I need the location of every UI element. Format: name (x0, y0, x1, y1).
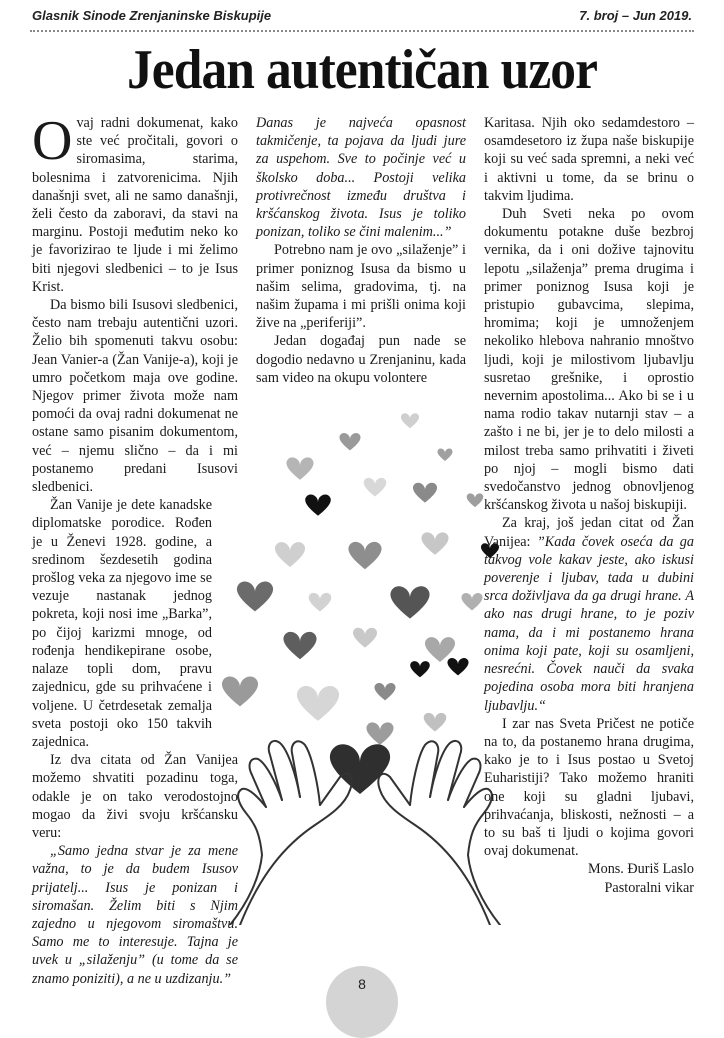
heart-icon (237, 582, 273, 612)
heart-icon (366, 722, 393, 744)
heart-icon (309, 593, 332, 612)
heart-icon (437, 449, 452, 461)
quote-continuation: Danas je najveća opasnost takmičenje, ta pojava da ljudi jure za uspehom. Sve to počinje već u školsko doba... Postoji velika protivrečnost između društva i kršćanskog života. Isus je toliko ponizan, toliko se čini malenim...” (256, 115, 466, 241)
heart-icon (390, 586, 429, 618)
issue-info: 7. broj – Jun 2019. (579, 8, 692, 23)
heart-icon (305, 495, 331, 516)
heart-icon (413, 483, 437, 503)
article-title: Jedan autentičan uzor (126, 39, 598, 101)
heart-icon (374, 683, 395, 700)
hands-hearts-illustration (200, 405, 530, 925)
heart-icon (348, 542, 381, 569)
author-role: Pastoralni vikar (604, 879, 694, 896)
heart-icon (330, 744, 390, 794)
heart-icon (364, 478, 387, 497)
paragraph: Žan Vanije je dete kanadske diplomatske porodice. Rođen je u Ženevi 1928. godine, a sredinom šezdesetih godina prošlog veka za njegovo ime se vezuje nastanak jednog pokreta, koji nosi ime „Barka”, po čijoj karizmi mnoge, od rođenja hendikepirane osobe, nalaze topli dom, pravu zajednicu, gde su prihvaćene i voljene. U četrdesetak zemalja sveta postoji oko 150 takvih zajednica. (32, 497, 212, 750)
paragraph: Iz dva citata od Žan Vanijea možemo shvatiti pozadinu toga, odakle je on tako verodostojno mogao da živi svoju kršćansku veru: (32, 752, 238, 841)
heart-icon (424, 713, 447, 732)
heart-icon (401, 413, 419, 428)
heart-icon (297, 686, 339, 721)
paragraph: Duh Sveti neka po ovom dokumentu potakne duše bezbroj vernika, da i oni dožive tajnovitu lepotu „silaženja” prema drugima i primer poniznog Isusa koji je pristupio gubavcima, slepima, hromima; koji je umnoženjem nekoliko hlebova nahranio mnoštvo ljudi, koji je milostivom ljubavlju susretao grešnike, i oprostio nevernim apostolima... Ako bi se i u nama rodio takav nutarnji stav – a zašto i ne bi, jer je to delo milosti a milost treba samo prihvatiti i živeti po njoj – mogli bismo dati svedočanstvo jednog obnovljenog kršćanskog života u našoj biskupiji. (484, 206, 694, 514)
paragraph: Karitasa. Njih oko sedamdestoro – osamdesetoro iz župa naše biskupije koji su već sada spremni, a neki već i aktivni u tome, da se brinu o takvim ljudima. (484, 115, 694, 204)
heart-icon (339, 433, 360, 450)
page-number: 8 (358, 976, 366, 992)
author-name: Mons. Đuriš Laslo (587, 861, 694, 878)
article-column-1 (32, 110, 238, 988)
hearts-group (222, 413, 499, 794)
heart-icon (410, 661, 430, 677)
heart-icon (286, 457, 313, 479)
drop-cap: O (32, 110, 73, 172)
paragraph: Potrebno nam je ovo „silaženje” i primer poniznog Isusa da bismo u našim selima, gradovima, tj. na našim župama i mi prišli onima koji žive na „periferiji”. (256, 242, 466, 332)
header-divider (30, 30, 694, 32)
page-header (32, 8, 692, 30)
paragraph: Ovaj radni dokumenat, kako ste već pročitali, govori o siromasima, starima, bolesnima i zatvorenicima. Njih današnji svet, ali ne samo današnji, želi često da zaboravi, da stavi na marginu. Postoji međutim neko ko je favorizirao te ljude i mi želimo biti njegovi sledbenici – to je Isus Krist. (32, 110, 238, 295)
heart-icon (275, 542, 305, 567)
article-column-2 (256, 114, 466, 387)
heart-icon (283, 632, 316, 659)
paragraph: I zar nas Sveta Pričest ne potiče na to, da postanemo hrana drugima, kako je to i Isus postao u Svetoj Euharistiji? Tako možemo hraniti one koji su gladni ljubavi, prihvaćanja, bliskosti, nežnosti – a to su baš ti ljudi o kojima govori ovaj dokumenat. (484, 715, 694, 860)
heart-icon (461, 593, 482, 610)
paragraph: Za kraj, još jedan citat od Žan Vanijea: ”Kada čovek oseća da ga takvog vole kakav jeste, ako iskusi poverenje i ljubav, tada u dubini srca doživljava da ga drugi hrane. A ako nas drugi hrane, to je poziv nama, da i mi postanemo hrana onima koji pate, koji su osamljeni, nesrećni. Čovek nauči da svaka pojedina osoba mora biti hranjena ljubavlju.“ (484, 515, 694, 714)
paragraph: Jedan događaj pun nade se dogodio nedavno u Zrenjaninu, kada sam video na okupu volontere (256, 333, 466, 386)
quote: „Samo jedna stvar je za mene važna, to je da budem Isusov prijatelj... Isus je ponizan i siromašan. Želim biti s Njim zajedno u njegovom siromaštvu. Samo me to interesuje. Tajna je uvek u „silaženju” (u tome da se znamo poniziti), a ne u uzdizanju.” (32, 843, 238, 987)
heart-icon (421, 532, 448, 554)
heart-icon (447, 658, 468, 675)
paragraph: Da bismo bili Isusovi sledbenici, često nam trebaju autentični uzori. Želio bih spomenuti takvu osobu: Jean Vanier-a (Žan Vanije-a), koji je umro početkom maja ove godine. Njegov primer života može nam pomoći da ovaj radni dokumenat ne ostane samo pisanim dokumentom, već – njemu slično – da i mi postanemo predani Isusovi sledbenici. (32, 297, 238, 496)
heart-icon (353, 628, 377, 648)
publication-name: Glasnik Sinode Zrenjaninske Biskupije (32, 8, 272, 23)
article-column-3 (484, 114, 694, 897)
heart-icon (467, 493, 484, 507)
